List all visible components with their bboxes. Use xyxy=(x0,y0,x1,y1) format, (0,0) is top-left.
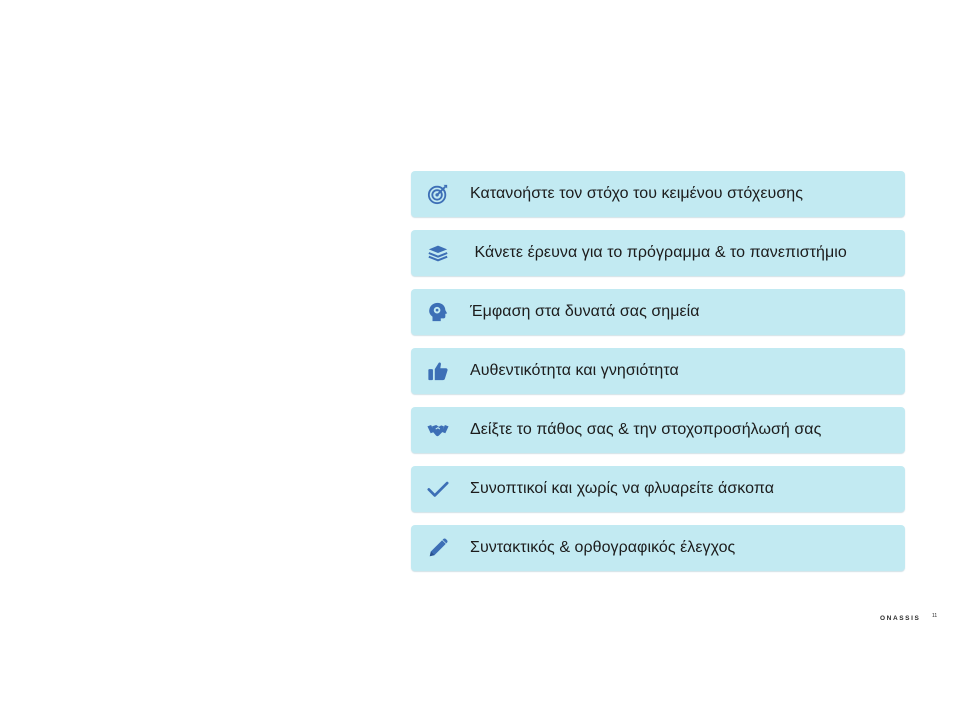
page-number: 11 xyxy=(932,613,938,619)
tip-label: Συνοπτικοί και χωρίς να φλυαρείτε άσκοπα xyxy=(470,480,774,497)
tip-label: Συντακτικός & ορθογραφικός έλεγχος xyxy=(470,539,736,556)
target-icon xyxy=(426,182,450,206)
tip-label: Κάνετε έρευνα για το πρόγραμμα & το πανεπιστήμιο xyxy=(470,244,847,261)
tip-item-concise xyxy=(411,466,905,512)
tip-item-authenticity xyxy=(411,348,905,394)
tip-item-passion xyxy=(411,407,905,453)
head-gears-icon xyxy=(426,300,450,324)
pencil-icon xyxy=(426,536,450,560)
tip-item-target xyxy=(411,171,905,217)
tip-item-research xyxy=(411,230,905,276)
tip-label: Έμφαση στα δυνατά σας σημεία xyxy=(470,303,700,320)
tip-label: Δείξτε το πάθος σας & την στοχοπροσήλωσή σας xyxy=(470,421,822,438)
tip-item-proofread xyxy=(411,525,905,571)
handshake-icon xyxy=(426,418,450,442)
thumbs-up-icon xyxy=(426,359,450,383)
books-icon xyxy=(426,241,450,265)
brand-logo-text: ONASSIS xyxy=(880,615,921,622)
tips-list xyxy=(411,171,905,584)
tip-item-strengths xyxy=(411,289,905,335)
tip-label: Κατανοήστε τον στόχο του κειμένου στόχευσης xyxy=(470,185,803,202)
checkmark-icon xyxy=(426,477,450,501)
tip-label: Αυθεντικότητα και γνησιότητα xyxy=(470,362,679,379)
